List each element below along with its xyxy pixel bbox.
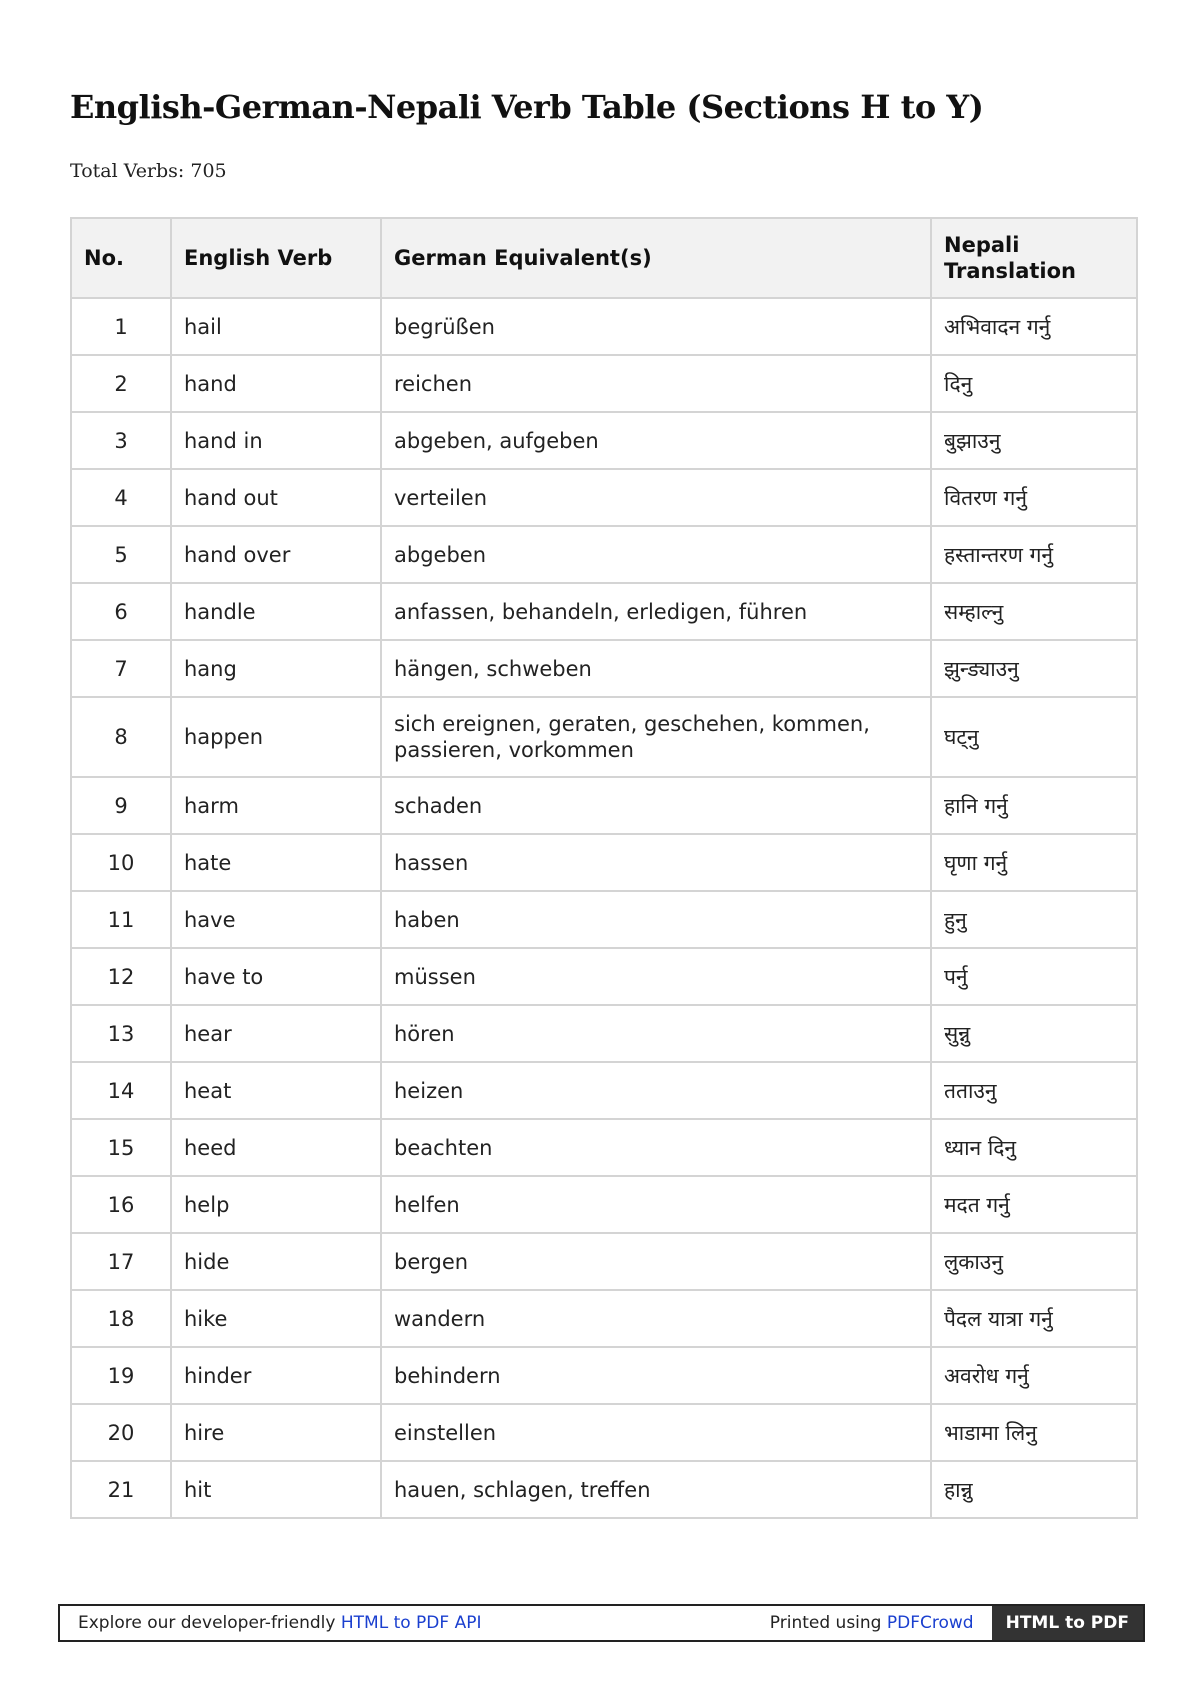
table-row (71, 1062, 1137, 1119)
cell-number: 19 (71, 1347, 171, 1404)
cell-german-equivalents: haben (381, 891, 931, 948)
cell-english-verb: hear (171, 1005, 381, 1062)
table-header-row (71, 218, 1137, 298)
cell-number: 3 (71, 412, 171, 469)
cell-nepali-translation: पर्नु (931, 948, 1137, 1005)
cell-german-equivalents: verteilen (381, 469, 931, 526)
table-row (71, 697, 1137, 777)
verb-table (70, 217, 1138, 1519)
cell-german-equivalents: schaden (381, 777, 931, 834)
cell-nepali-translation: लुकाउनु (931, 1233, 1137, 1290)
cell-nepali-translation: ध्यान दिनु (931, 1119, 1137, 1176)
cell-german-equivalents: hören (381, 1005, 931, 1062)
table-row (71, 1347, 1137, 1404)
cell-english-verb: hand (171, 355, 381, 412)
cell-german-equivalents: heizen (381, 1062, 931, 1119)
cell-nepali-translation: हुनु (931, 891, 1137, 948)
cell-english-verb: heat (171, 1062, 381, 1119)
cell-number: 15 (71, 1119, 171, 1176)
cell-german-equivalents: wandern (381, 1290, 931, 1347)
cell-english-verb: hire (171, 1404, 381, 1461)
cell-nepali-translation: मदत गर्नु (931, 1176, 1137, 1233)
table-row (71, 526, 1137, 583)
cell-number: 2 (71, 355, 171, 412)
cell-number: 13 (71, 1005, 171, 1062)
cell-number: 12 (71, 948, 171, 1005)
header-german-equivalents: German Equivalent(s) (381, 218, 931, 298)
cell-german-equivalents: abgeben, aufgeben (381, 412, 931, 469)
table-row (71, 834, 1137, 891)
cell-nepali-translation: झुन्ड्याउनु (931, 640, 1137, 697)
table-row (71, 412, 1137, 469)
footer-banner (58, 1604, 1145, 1642)
table-row (71, 469, 1137, 526)
cell-number: 14 (71, 1062, 171, 1119)
table-body (71, 298, 1137, 1518)
cell-nepali-translation: वितरण गर्नु (931, 469, 1137, 526)
table-row (71, 948, 1137, 1005)
cell-number: 17 (71, 1233, 171, 1290)
cell-nepali-translation: तताउनु (931, 1062, 1137, 1119)
cell-number: 21 (71, 1461, 171, 1518)
page-title: English-German-Nepali Verb Table (Sections H to Y) (70, 88, 984, 126)
cell-nepali-translation: अवरोध गर्नु (931, 1347, 1137, 1404)
cell-nepali-translation: पैदल यात्रा गर्नु (931, 1290, 1137, 1347)
table-row (71, 1176, 1137, 1233)
cell-english-verb: have to (171, 948, 381, 1005)
cell-english-verb: hand out (171, 469, 381, 526)
cell-english-verb: help (171, 1176, 381, 1233)
table-row (71, 1461, 1137, 1518)
cell-nepali-translation: हानि गर्नु (931, 777, 1137, 834)
cell-german-equivalents: behindern (381, 1347, 931, 1404)
cell-english-verb: handle (171, 583, 381, 640)
cell-number: 7 (71, 640, 171, 697)
cell-english-verb: hail (171, 298, 381, 355)
cell-nepali-translation: दिनु (931, 355, 1137, 412)
cell-german-equivalents: anfassen, behandeln, erledigen, führen (381, 583, 931, 640)
cell-number: 20 (71, 1404, 171, 1461)
table-row (71, 1404, 1137, 1461)
cell-nepali-translation: सुन्नु (931, 1005, 1137, 1062)
cell-english-verb: hang (171, 640, 381, 697)
cell-german-equivalents: bergen (381, 1233, 931, 1290)
cell-number: 5 (71, 526, 171, 583)
cell-german-equivalents: einstellen (381, 1404, 931, 1461)
cell-english-verb: harm (171, 777, 381, 834)
cell-english-verb: heed (171, 1119, 381, 1176)
footer-explore-text: Explore our developer-friendly (78, 1613, 336, 1633)
cell-german-equivalents: beachten (381, 1119, 931, 1176)
cell-nepali-translation: हान्नु (931, 1461, 1137, 1518)
cell-number: 10 (71, 834, 171, 891)
cell-number: 8 (71, 697, 171, 777)
cell-german-equivalents: sich ereignen, geraten, geschehen, kommen, passieren, vorkommen (381, 697, 931, 777)
table-row (71, 777, 1137, 834)
cell-english-verb: have (171, 891, 381, 948)
cell-english-verb: hit (171, 1461, 381, 1518)
cell-english-verb: hinder (171, 1347, 381, 1404)
cell-german-equivalents: müssen (381, 948, 931, 1005)
table-row (71, 1119, 1137, 1176)
table-row (71, 355, 1137, 412)
cell-number: 11 (71, 891, 171, 948)
cell-nepali-translation: भाडामा लिनु (931, 1404, 1137, 1461)
cell-german-equivalents: abgeben (381, 526, 931, 583)
header-no: No. (71, 218, 171, 298)
cell-german-equivalents: begrüßen (381, 298, 931, 355)
cell-number: 9 (71, 777, 171, 834)
cell-number: 16 (71, 1176, 171, 1233)
html-to-pdf-brand-button[interactable]: HTML to PDF (992, 1606, 1143, 1640)
cell-nepali-translation: घृणा गर्नु (931, 834, 1137, 891)
cell-nepali-translation: हस्तान्तरण गर्नु (931, 526, 1137, 583)
header-nepali-translation: Nepali Translation (931, 218, 1137, 298)
cell-number: 4 (71, 469, 171, 526)
cell-number: 6 (71, 583, 171, 640)
pdfcrowd-link[interactable]: PDFCrowd (886, 1613, 974, 1633)
cell-english-verb: hide (171, 1233, 381, 1290)
cell-german-equivalents: reichen (381, 355, 931, 412)
cell-german-equivalents: helfen (381, 1176, 931, 1233)
cell-german-equivalents: hängen, schweben (381, 640, 931, 697)
footer-printed-text: Printed using (769, 1613, 882, 1633)
cell-english-verb: hand in (171, 412, 381, 469)
table-row (71, 298, 1137, 355)
cell-number: 18 (71, 1290, 171, 1347)
header-english-verb: English Verb (171, 218, 381, 298)
total-verbs-count: Total Verbs: 705 (70, 160, 227, 182)
table-row (71, 583, 1137, 640)
table-row (71, 1290, 1137, 1347)
cell-german-equivalents: hassen (381, 834, 931, 891)
html-to-pdf-api-link[interactable]: HTML to PDF API (340, 1613, 482, 1633)
footer-explore (60, 1613, 481, 1633)
cell-number: 1 (71, 298, 171, 355)
cell-german-equivalents: hauen, schlagen, treffen (381, 1461, 931, 1518)
table-row (71, 891, 1137, 948)
cell-english-verb: hike (171, 1290, 381, 1347)
cell-english-verb: hate (171, 834, 381, 891)
cell-nepali-translation: घट्नु (931, 697, 1137, 777)
cell-nepali-translation: बुझाउनु (931, 412, 1137, 469)
table-row (71, 640, 1137, 697)
cell-nepali-translation: सम्हाल्नु (931, 583, 1137, 640)
table-row (71, 1005, 1137, 1062)
footer-printed (770, 1613, 992, 1633)
table-row (71, 1233, 1137, 1290)
cell-english-verb: hand over (171, 526, 381, 583)
cell-english-verb: happen (171, 697, 381, 777)
cell-nepali-translation: अभिवादन गर्नु (931, 298, 1137, 355)
